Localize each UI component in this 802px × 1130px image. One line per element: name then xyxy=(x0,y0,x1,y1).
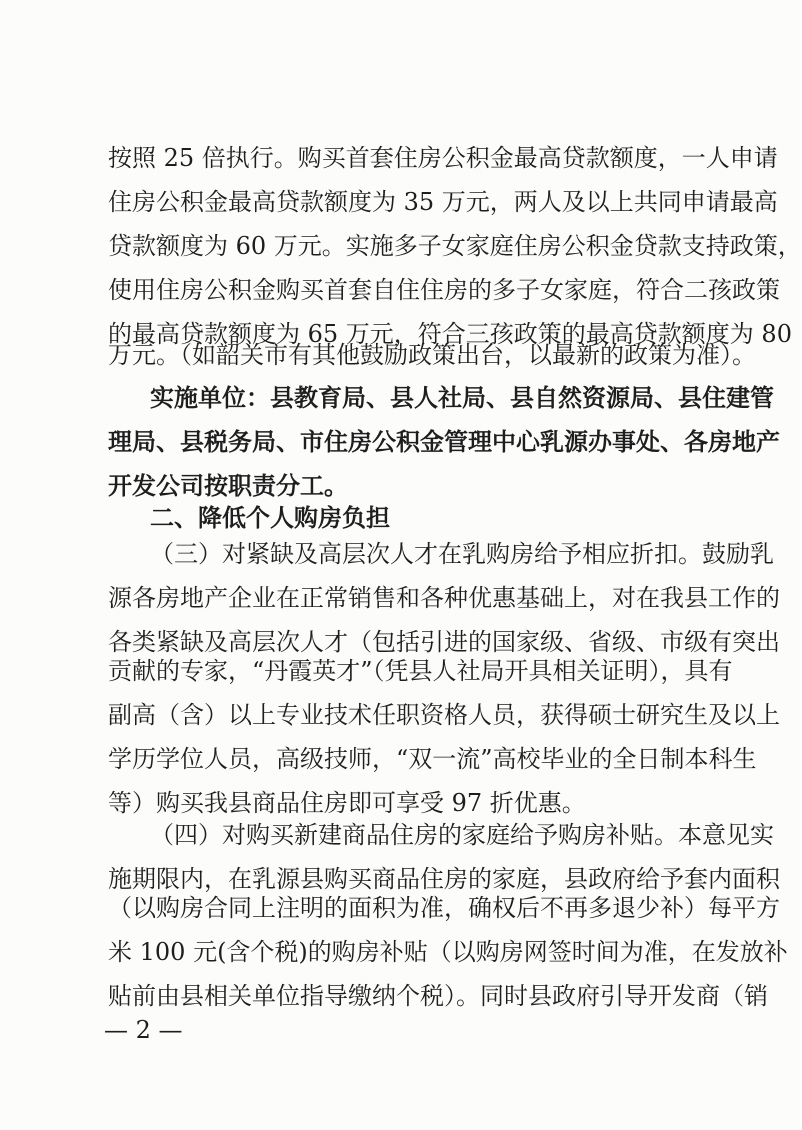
paragraph-1-line-3: 贷款额度为 60 万元。实施多子女家庭住房公积金贷款支持政策， xyxy=(108,232,802,260)
paragraph-3-line-4: 贡献的专家，“丹霞英才”（凭县人社局开具相关证明），具有 xyxy=(108,657,733,685)
paragraph-1-line-5: 的最高贷款额度为 65 万元，符合三孩政策的最高贷款额度为 80 xyxy=(108,320,792,348)
paragraph-4-line-4: 米 100 元(含个税)的购房补贴（以购房网签时间为准，在发放补 xyxy=(108,938,788,966)
implementation-line-3: 开发公司按职责分工。 xyxy=(108,472,348,500)
section-heading: 二、降低个人购房负担 xyxy=(150,504,390,532)
paragraph-3-line-7: 等）购买我县商品住房即可享受 97 折优惠。 xyxy=(108,789,586,817)
paragraph-1-line-4: 使用住房公积金购买首套自住住房的多子女家庭，符合二孩政策 xyxy=(108,276,780,304)
paragraph-1-line-2: 住房公积金最高贷款额度为 35 万元，两人及以上共同申请最高 xyxy=(108,188,778,216)
implementation-line-2: 理局、县税务局、市住房公积金管理中心乳源办事处、各房地产 xyxy=(108,428,780,456)
paragraph-1-line-6: 万元。（如韶关市有其他鼓励政策出台，以最新的政策为准）。 xyxy=(108,341,756,369)
paragraph-3-line-2: 源各房地产企业在正常销售和各种优惠基础上，对在我县工作的 xyxy=(108,584,780,612)
paragraph-4-line-1: （四）对购买新建商品住房的家庭给予购房补贴。本意见实 xyxy=(150,821,774,849)
paragraph-4-line-2: 施期限内，在乳源县购买商品住房的家庭，县政府给予套内面积 xyxy=(108,865,780,893)
implementation-line-1: 实施单位：县教育局、县人社局、县自然资源局、县住建管 xyxy=(150,384,774,412)
paragraph-4-line-5: 贴前由县相关单位指导缴纳个税）。同时县政府引导开发商（销 xyxy=(108,982,768,1010)
paragraph-3-line-5: 副高（含）以上专业技术任职资格人员，获得硕士研究生及以上 xyxy=(108,701,780,729)
paragraph-4-line-3: （以购房合同上注明的面积为准，确权后不再多退少补）每平方 xyxy=(108,894,780,922)
paragraph-3-line-6: 学历学位人员，高级技师，“双一流”高校毕业的全日制本科生 xyxy=(108,745,757,773)
paragraph-3-line-3: 各类紧缺及高层次人才（包括引进的国家级、省级、市级有突出 xyxy=(108,628,780,656)
paragraph-3-line-1: （三）对紧缺及高层次人才在乳购房给予相应折扣。鼓励乳 xyxy=(150,540,774,568)
paragraph-1-line-1: 按照 25 倍执行。购买首套住房公积金最高贷款额度，一人申请 xyxy=(108,144,778,172)
page-number: — 2 — xyxy=(104,1016,183,1044)
